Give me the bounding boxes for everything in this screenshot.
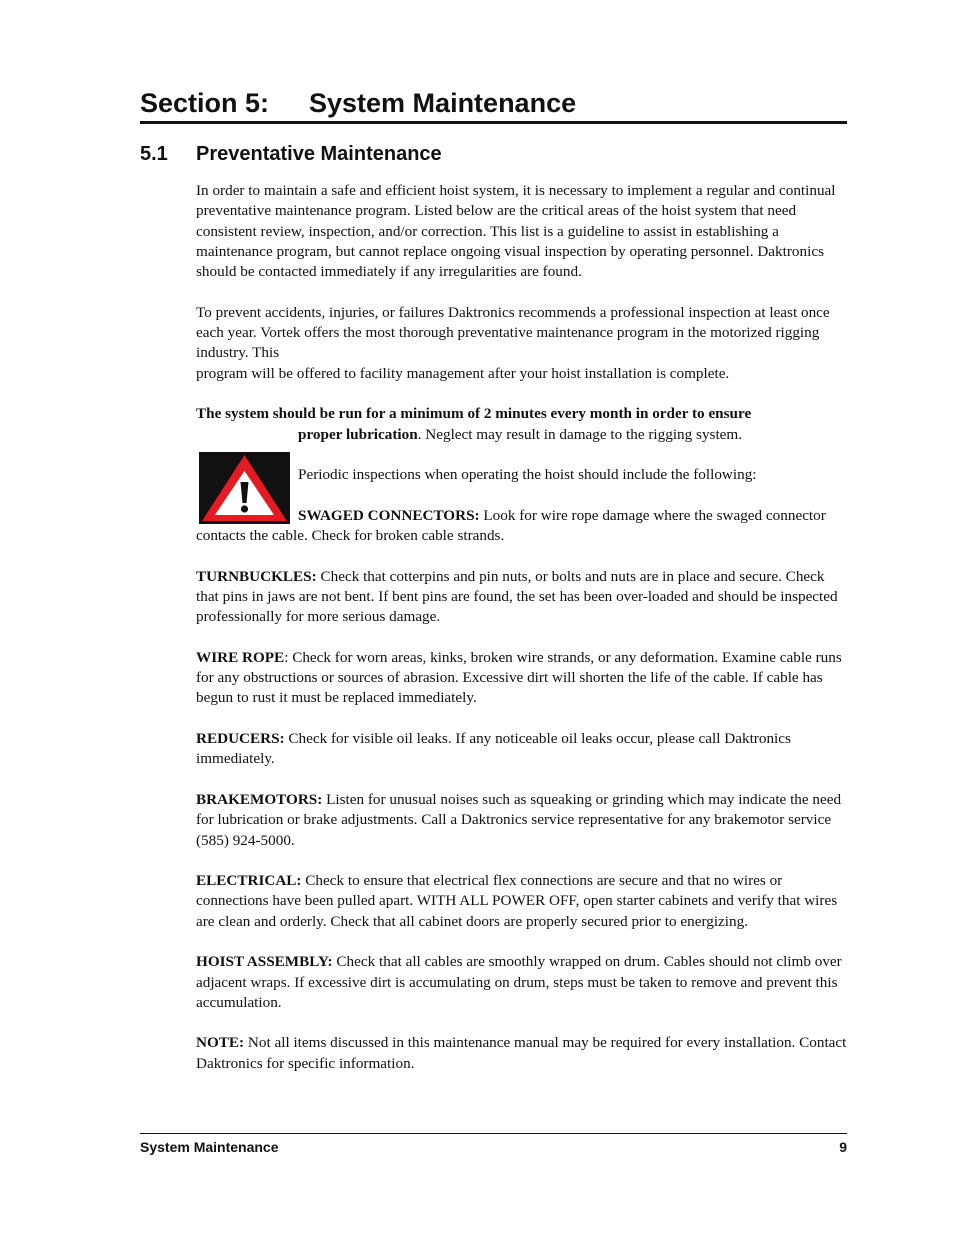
item-text: Not all items discussed in this maintenance manual may be required for every installation. Contact Daktronics for specific information.	[196, 1034, 847, 1072]
item-label: REDUCERS:	[196, 730, 285, 748]
item-electrical	[196, 871, 848, 932]
footer-section-name: System Maintenance	[140, 1139, 279, 1155]
section-number: Section 5:	[140, 88, 270, 118]
item-note	[196, 1033, 848, 1074]
body-text	[196, 181, 848, 1074]
warning-bold-1: The system should be run for a minimum of 2 minutes every month in order to ensure	[196, 405, 752, 423]
item-turnbuckles	[196, 567, 848, 628]
subsection-title-text: Preventative Maintenance	[196, 143, 442, 165]
item-label: NOTE:	[196, 1034, 245, 1052]
intro-paragraph: In order to maintain a safe and efficient hoist system, it is necessary to implement a regular and continual preventative maintenance program. Listed below are the critical areas of the hoist system that need consistent review, inspection, and/or correction. This list is a guideline to assist in establishing a maintenance program, but cannot replace ongoing visual inspection by operating personnel. Daktronics should be contacted immediately if any irregularities are found.	[196, 182, 836, 281]
item-label: WIRE ROPE	[196, 648, 285, 666]
subsection-number: 5.1	[140, 143, 168, 165]
item-hoist-assembly	[196, 952, 848, 1013]
item-label: TURNBUCKLES:	[196, 567, 317, 585]
inspection-line-2: program will be offered to facility management after your hoist installation is complete.	[196, 364, 730, 382]
item-label: SWAGED CONNECTORS:	[298, 506, 480, 524]
warning-rest: . Neglect may result in damage to the rigging system.	[417, 425, 743, 443]
item-text: : Check for worn areas, kinks, broken wire strands, or any deformation. Examine cable runs for any obstructions or sources of abrasion. Excessive dirt will shorten the life of the cable. If cable has begun to rust it must be replaced immediately.	[196, 648, 842, 707]
item-label: BRAKEMOTORS:	[196, 790, 323, 808]
item-text: Listen for unusual noises such as squeaking or grinding which may indicate the need for lubrication or brake adjustments. Call a Daktronics service representative for any brakemotor service (585) 924-5000.	[196, 790, 842, 849]
subsection-title	[140, 141, 442, 167]
item-label: HOIST ASSEMBLY:	[196, 953, 333, 971]
section-title	[140, 86, 847, 124]
section-title-text: System Maintenance	[309, 88, 577, 118]
page-footer	[140, 1133, 847, 1156]
item-brakemotors	[196, 790, 848, 851]
item-label: ELECTRICAL:	[196, 872, 302, 890]
item-text: Look for wire rope damage where the swaged connector contacts the cable. Check for broken cable strands.	[196, 506, 826, 545]
item-reducers	[196, 729, 848, 770]
item-text: Check that all cables are smoothly wrapped on drum. Cables should not climb over adjacent wraps. If excessive dirt is accumulating on drum, steps must be taken to remove and prevent this accumulation.	[196, 953, 842, 1011]
periodic-paragraph: Periodic inspections when operating the hoist should include the following:	[298, 466, 757, 484]
item-text: Check for visible oil leaks. If any noticeable oil leaks occur, please call Daktronics immediately.	[196, 730, 791, 768]
inspection-line-1: To prevent accidents, injuries, or failures Daktronics recommends a professional inspection at least once each year. Vortek offers the most thorough preventative maintenance program in the motorized rigging industry. This	[196, 303, 830, 362]
warning-bold-2: proper lubrication	[298, 425, 418, 443]
item-text: Check that cotterpins and pin nuts, or bolts and nuts are in place and secure. Check that pins in jaws are not bent. If bent pins are found, the set has been over-loaded and should be inspected professionally for more serious damage.	[196, 567, 838, 626]
item-wire-rope	[196, 648, 848, 709]
item-text: Check to ensure that electrical flex connections are secure and that no wires or connections have been pulled apart. WITH ALL POWER OFF, open starter cabinets and verify that wires are clean and orderly. Check that all cabinet doors are properly secured prior to energizing.	[196, 872, 838, 930]
inspection-paragraph	[196, 303, 848, 384]
page-number: 9	[839, 1139, 847, 1155]
warning-paragraph	[196, 404, 848, 445]
item-swaged-connectors	[196, 506, 848, 547]
